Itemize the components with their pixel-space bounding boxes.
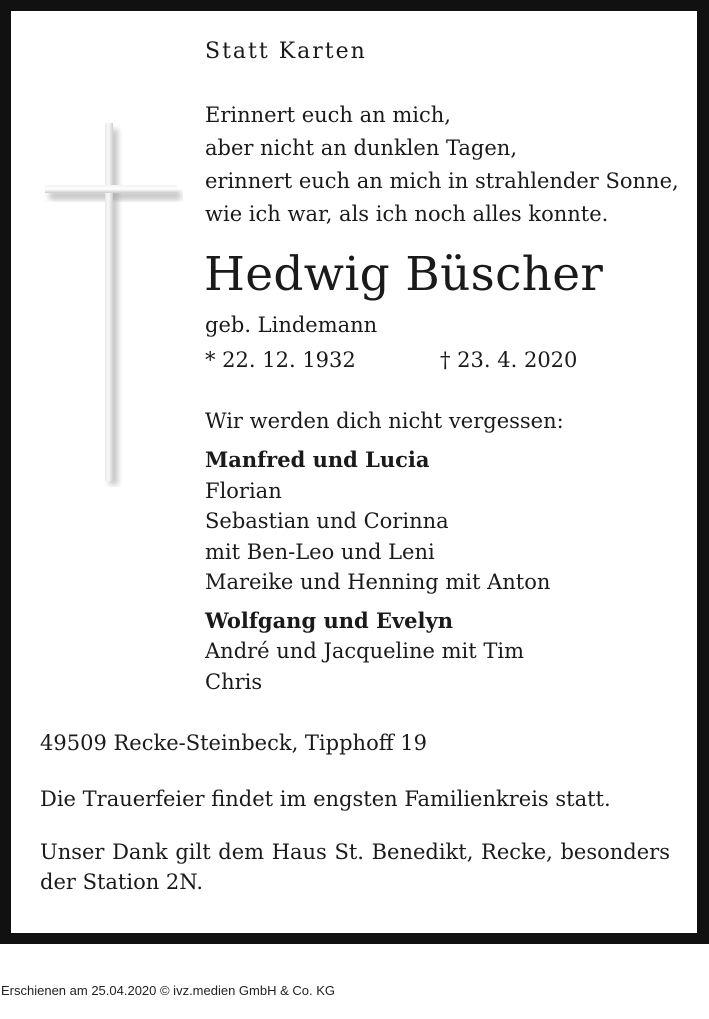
obituary-notice: [11, 11, 697, 933]
family-group-head: Wolfgang und Evelyn: [205, 607, 453, 633]
family-list: [205, 445, 550, 697]
maiden-name: geb. Lindemann: [205, 313, 378, 337]
death-date: † 23. 4. 2020: [440, 348, 578, 372]
deceased-name: Hedwig Büscher: [204, 247, 604, 302]
poem-line: aber nicht an dunklen Tagen,: [205, 136, 517, 160]
thanks-line: Unser Dank gilt dem Haus St. Benedikt, Recke, besonders: [40, 840, 670, 864]
family-member: André und Jacqueline mit Tim: [205, 639, 524, 663]
family-group-head: Manfred und Lucia: [205, 447, 430, 472]
family-member: Florian: [205, 478, 282, 503]
birth-date: * 22. 12. 1932: [205, 348, 356, 372]
thanks-note: [40, 837, 670, 897]
cross-icon: [43, 115, 183, 487]
funeral-note: Die Trauerfeier findet im engsten Familienkreis statt.: [40, 787, 611, 811]
poem: [205, 99, 679, 231]
family-member: Sebastian und Corinna: [205, 509, 449, 533]
publication-footer: Erschienen am 25.04.2020 © ivz.medien GmbH & Co. KG: [1, 983, 336, 998]
poem-line: wie ich war, als ich noch alles konnte.: [205, 202, 609, 226]
thanks-line: der Station 2N.: [40, 870, 203, 894]
address: 49509 Recke-Steinbeck, Tipphoff 19: [40, 731, 428, 755]
header-text: Statt Karten: [205, 39, 367, 64]
poem-line: Erinnert euch an mich,: [205, 103, 451, 127]
remembrance-line: Wir werden dich nicht vergessen:: [205, 409, 564, 433]
family-member: mit Ben-Leo und Leni: [205, 539, 435, 564]
poem-line: erinnert euch an mich in strahlender Sonne,: [205, 169, 679, 193]
family-member: Mareike und Henning mit Anton: [205, 570, 551, 594]
family-member: Chris: [205, 669, 263, 694]
